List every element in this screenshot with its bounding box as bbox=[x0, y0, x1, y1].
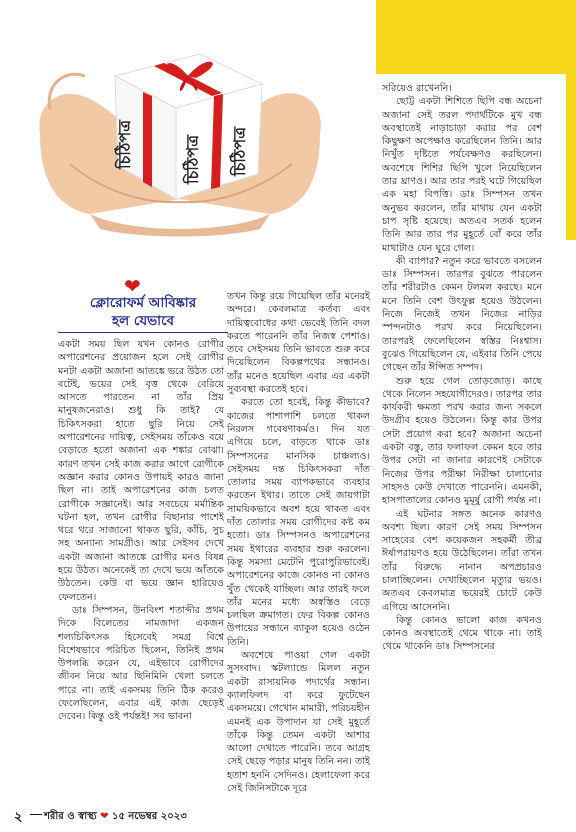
paragraph: কিন্তু কোনও ভালো কাজ কখনও কোনও অবস্থাতেই থেমে থাকে না। তাই থেমে থাকেনি ডাঃ সিম্পসনের bbox=[382, 614, 542, 653]
gift-label-left: চিঠিপত্র bbox=[115, 120, 134, 169]
page-number: ২ bbox=[14, 810, 23, 825]
article-column-3 bbox=[382, 82, 542, 800]
paragraph: শুরু হয়ে গেল তোড়জোড়। কাছে থেকে নিলেন সহযোগীদেরও। তারপর তার কার্যকরী ক্ষমতা পরখ করার জন্য সকলে উদগ্রীব হয়েও উঠলেন। কিন্তু কার উপর সেটা প্রয়োগ করা হবে? অজানা অচেনা একটা বস্তু, তার ফলাফল কেমন হবে তার উপর সেটা না জানার কারণেই সেটাকে নিজের উপর পরীক্ষা নিরীক্ষা চালানোর সাহসও কেউ দেখাতে পারেননি। এমনকী, হাসপাতালের কোনও মুমূর্ষু রোগী পর্যন্ত না। bbox=[382, 375, 542, 507]
article-column-1 bbox=[58, 338, 224, 800]
paragraph: এই ঘটনার সঙ্গত অনেক কারণও অবশ্য ছিল। কারণ সেই সময় সিম্পসন সাহেবের বেশ কয়েকজন সহকর্মী তীব্র ঈর্ষাপরায়ণও হয়ে উঠেছিলেন। তাঁরা তখন তাঁর বিরুদ্ধে নানান অপপ্রচারও চালাচ্ছিলেন। দেখাচ্ছিলেন মৃত্যুর ভয়ও। অতএব কেবলমাত্র ভয়েরই চোটে কেউ এগিয়ে আসেননি। bbox=[382, 508, 542, 613]
paragraph: করতে তো হবেই, কিন্তু কীভাবে? কাজের পাশাপাশি চলতে থাকল নিরলস গবেষণাকর্মও। দিন যত এগিয়ে চলে, বাড়তে থাকে ডাঃ সিম্পসনের মানসিক চাঞ্চল্যও। সেইসময় দন্ত চিকিৎসকরা দাঁত তোলার সময় ব্যাপকভাবে ব্যবহার করতেন ইথার। তাতে সেই জায়গাটা সাময়িকভাবে অবশ হয়ে থাকত এবং দাঁত তোলার সময় রোগীদের কষ্ট কম হতো। ডাঃ সিম্পসনও অপারেশনের সময় ইথারের ব্যবহার শুরু করলেন। কিন্তু সমস্যা মেটেনি পুরোপুরিভাবেই। অপারেশনের কাজে কোনও না কোনও খুঁত থেকেই যাচ্ছিল। আর তারই ফলে তাঁর মনের মধ্যে অস্বস্তিও বেড়ে চলছিল ক্রমাগত। ফের বিকল্প কোনও উপায়ের সন্ধানে ব্যাকুল হয়েও ওঠেন তিনি। bbox=[227, 397, 370, 648]
paragraph: কী ব্যাপার? নতুন করে ভাবতে বসলেন ডাঃ সিম্পসন। তারপর বুঝতে পারলেন তাঁর শরীরটাও কেমন টলমল করছে। মনে মনে তিনি বেশ উৎফুল্ল হয়েও উঠলেন। নিজে নিজেই তখন নিজের নাড়ির স্পন্দনটাও পরখ করে নিয়েছিলেন। তারপরই ফেলেছিলেন স্বস্তির নিঃশ্বাস। বুঝেও গিয়েছিলেন যে, এইবার তিনি পেয়ে গেছেন তাঁর ঈপ্সিত সম্পদ। bbox=[382, 255, 542, 374]
magazine-name: শরীর ও স্বাস্থ্য bbox=[44, 811, 97, 822]
article-column-2 bbox=[227, 290, 370, 800]
article-title bbox=[58, 294, 228, 330]
gift-label-middle: চিঠিপত্র bbox=[183, 135, 202, 184]
article-title-line2: হল যেভাবে bbox=[111, 313, 175, 329]
paragraph: তখন কিন্তু রয়ে গিয়েছিল তাঁর মনেরই অন্দরে। কেবলমাত্র কর্তব্য এবং দায়িত্ববোধের কথা ভেবেই তিনি বদল করতে পারেননি তাঁর নিজস্ব পেশাও। তবে সেইসময় তিনি ভাবতে শুরু করে দিয়েছিলেন বিকল্পপথের সন্ধানও। তাঁর মনেও হয়েছিল এবার এর একটা সুব্যবস্থা করতেই হবে। bbox=[227, 291, 370, 396]
yellow-accent-bar-corner bbox=[566, 0, 576, 240]
heart-icon: ❤ bbox=[124, 274, 141, 298]
paragraph: একটা সময় ছিল যখন কোনও রোগীর অপারেশনের প্রয়োজন হলে সেই রোগীর মনটা একটা অজানা আতঙ্কে ভরে উঠত তো বটেই, ভয়ের সেই বৃত্ত থেকে বেরিয়ে আসতে পারতেন না তাঁর প্রিয় মানুষজনেরাও। শুধু কি তাই? যে চিকিৎসকরা হাতে ছুরি নিয়ে সেই অপারেশনের দায়িত্ব, সেইসময় তাঁকেও বয়ে বেড়াতে হতো অজানা এক শঙ্কার বোঝা। কারণ তখন সেই কাজ করার আগে রোগীকে অজ্ঞান করার কোনও উপায়ই কারও জানা ছিল না। তাই অপারেশনের কাজ চলত রোগীকে সজ্ঞানেই। আর সবচেয়ে মর্মান্তিক ঘটনা হল, তখন রোগীর বিছানার পাশেই থরে থরে সাজানো থাকত ছুরি, কাঁচি, সুচ সহ অন্যান্য সামগ্রীও। আর সেইসব দেখে একটা অজানা আতঙ্কে রোগীর মনও বিষন্ন হয়ে উঠত। অনেকেই তা দেখে ভয়ে আঁতকে উঠতেন। কেউ বা ভয়ে জ্ঞান হারিয়েও ফেলতেন। bbox=[58, 339, 224, 603]
paragraph: ছোট্ট একটা শিশিতে ছিপি বন্ধ অচেনা অজানা সেই তরল পদার্থটিকে মুখ বন্ধ অবস্থাতেই নাড়াচাড়া করার পর বেশ কিছুক্ষণ অপেক্ষাও করেছিলেন তিনি। আর নিখুঁত দৃষ্টিতে পর্যবেক্ষণও করছিলেন। অবশেষে শিশির ছিপি খুলে নিয়েছিলেন তার ঘ্রাণও। আর তার পরই ঘটে গিয়েছিল এক মহা বিপত্তি। ডাঃ সিম্পসন তখন অনুভব করলেন, তাঁর মাথায় যেন একটা চাপ সৃষ্টি হয়েছে। অতএব সতর্ক হলেন তিনি আর তার পর মুহূর্তে বোঁ করে তাঁর মাথাটাও যেন ঘুরে গেল। bbox=[382, 96, 542, 254]
hands-gift-illustration bbox=[30, 14, 330, 239]
gift-label-right: চিঠিপত্র bbox=[230, 127, 249, 176]
paragraph: ডাঃ সিম্পসন, উনবিংশ শতাব্দীর প্রথম দিকে বিলেতের নামজাদা একজন শল্যচিকিৎসক হিসেবেই সমগ্র বিশ্বে বিশেষভাবে পরিচিত ছিলেন, তিনিই প্রথম উপলব্ধি করেন যে, এইভাবে রোগীদের জীবন নিয়ে আর ছিনিমিনি খেলা চলতে পারে না। তাই একসময় তিনি ঠিক করেও ফেলেছিলেন, এবার এই কাজ ছেড়েই দেবেন। কিন্তু ওই পর্যন্তই! সব ভাবনা bbox=[58, 604, 224, 723]
article-title-line1: ক্লোরোফর্ম আবিষ্কার bbox=[89, 295, 197, 311]
yellow-accent-bar-top bbox=[376, 0, 576, 74]
paragraph: অবশেষে পাওয়া গেল একটা সুসংবাদ। স্কটল্যান্ডে মিলল নতুন একটা রাসায়নিক পদার্থের সন্ধান। ক্যালফিলদ বা করে ফুটেছেন একসময়ে। গেখোন মামারী, পরিচয়হীন এমনই এক উপাদান যা সেই মুহূর্তে তাঁকে কিন্তু তেমন একটা আশার আলো দেখাতে পারেনি। তবে আগ্রহ সেই ছেড়ে পড়ার মানুষ তিনি নন। তাই হতাশ হননি সেদিনও। হেলাফেলা করে সেই জিনিসটাকে দূরে bbox=[227, 650, 370, 794]
paragraph: সরিয়েও রাখেননি। bbox=[382, 83, 452, 94]
footer-rule bbox=[30, 814, 42, 815]
footer-heart-icon: ❤ bbox=[100, 811, 109, 822]
footer-publication bbox=[44, 809, 187, 826]
issue-date: ১৫ নভেম্বর ২০২৩ bbox=[111, 811, 187, 822]
title-underline bbox=[58, 332, 228, 333]
